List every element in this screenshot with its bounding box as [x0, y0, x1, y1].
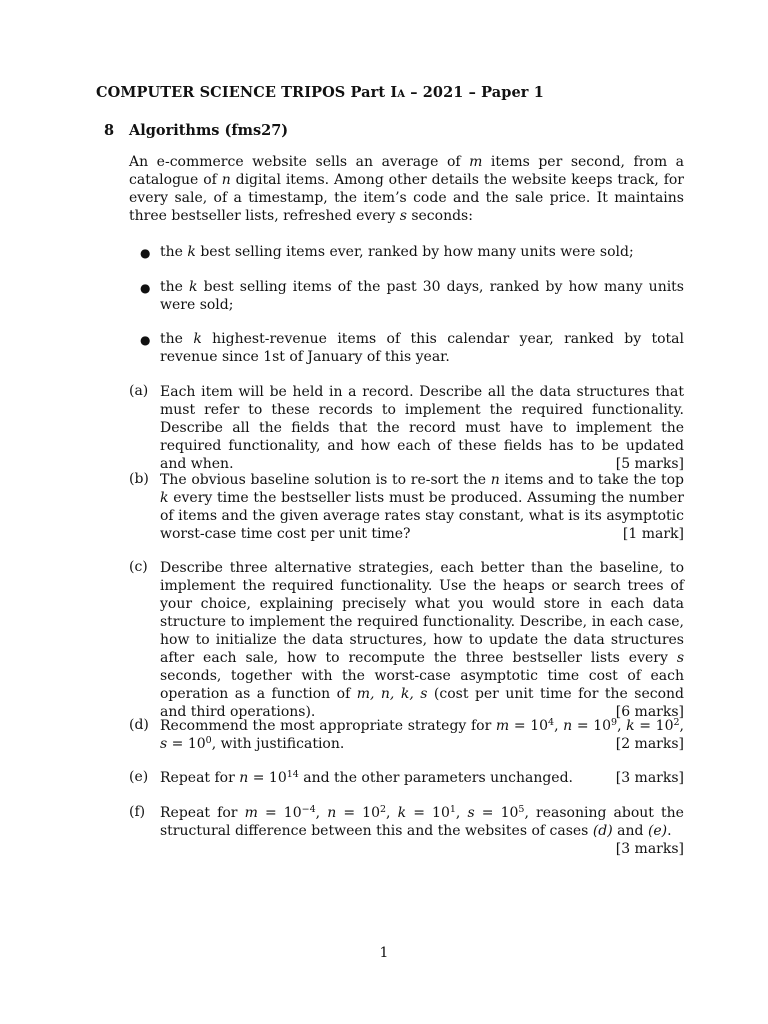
- part-body: Describe three alternative strategies, each better than the baseline, to implement the required functionality. Use the heaps or search trees of your choice, explaining precisely what you would store in each data structure to implement the required functionality. Describe, in each case, how to initialize the data structures, how to update the data structures after each sale, how to recompute the three bestseller lists every: [160, 560, 684, 666]
- part-c: [129, 559, 684, 721]
- marks-label: [3 marks]: [615, 841, 684, 857]
- part-body: , reasoning about the structural difference between this and the websites of cases: [160, 805, 684, 839]
- list-item: [129, 278, 684, 314]
- header-year-paper: – 2021 – Paper 1: [405, 84, 544, 101]
- part-body: Repeat for: [160, 770, 240, 786]
- part-body: Repeat for: [160, 805, 245, 821]
- math-expr: = 10: [248, 770, 287, 786]
- math-var: n: [239, 770, 249, 786]
- part-body: and: [612, 823, 648, 839]
- math-var: s: [676, 650, 684, 666]
- marks-label: [5 marks]: [615, 456, 684, 472]
- bullet-text: the: [160, 331, 194, 347]
- math-var: m: [495, 718, 510, 734]
- math-expr: = 10: [406, 805, 450, 821]
- bullet-text: the: [160, 279, 190, 295]
- intro-text: An e-commerce website sells an average of: [129, 154, 470, 170]
- math-var: k: [187, 244, 196, 260]
- marks-label: [1 mark]: [622, 526, 684, 542]
- part-label: (c): [129, 559, 148, 575]
- part-text: Recommend the most appropriate strategy for $m = 10^4$, $n = 10^9$, $k = 10^2$, $s = 10^0$, with justification. [2 marks]: [160, 717, 684, 752]
- math-var: k: [397, 805, 407, 821]
- part-b: [129, 471, 684, 543]
- bullet-text: the: [160, 244, 188, 260]
- part-label: (a): [129, 383, 149, 399]
- math-exponent: 2: [380, 804, 387, 815]
- part-body: and the other parameters unchanged.: [298, 770, 573, 786]
- part-body: items and to take the top: [499, 472, 684, 488]
- math-expr: = 10: [572, 718, 612, 734]
- part-body: The obvious baseline solution is to re-sort the: [160, 472, 491, 488]
- math-exponent: 1: [449, 804, 456, 815]
- part-body: Each item will be held in a record. Describe all the data structures that must refer to these records to implement the required functionality. Describe all the fields that the record must have to implement the required functionality, and how each of these fields has to be updated and when.: [160, 384, 684, 472]
- math-var: n: [490, 472, 500, 488]
- math-expr: = 10: [474, 805, 519, 821]
- math-var: n: [563, 718, 573, 734]
- header-title: COMPUTER SCIENCE TRIPOS Part: [96, 84, 391, 101]
- marks-label: [2 marks]: [615, 736, 684, 752]
- math-var: m, n, k, s: [356, 686, 428, 702]
- math-expr: = 10: [167, 736, 206, 752]
- marks-label: [6 marks]: [615, 704, 684, 720]
- math-var: k: [193, 331, 202, 347]
- part-f: [129, 804, 684, 858]
- intro-text: seconds:: [406, 208, 473, 224]
- part-body: (cost per unit time for the second and third operations).: [160, 686, 684, 720]
- case-reference: (d): [592, 823, 613, 839]
- math-var: k: [626, 718, 635, 734]
- bestseller-list: [129, 243, 684, 366]
- math-exponent: 2: [673, 717, 680, 728]
- intro-text: digital items. Among other details the website keeps track, for every sale, of a timestamp, the item’s code and the sale price. It maintains three bestseller lists, refreshed every: [129, 172, 684, 224]
- part-e: [129, 769, 684, 787]
- list-item: [129, 330, 684, 366]
- math-var: s: [467, 805, 475, 821]
- part-label: (d): [129, 717, 149, 733]
- math-expr: = 10: [336, 805, 380, 821]
- paper-header: [96, 84, 544, 101]
- part-text: [160, 383, 684, 473]
- bullet-icon: ●: [140, 281, 151, 295]
- math-expr: = 10: [634, 718, 674, 734]
- part-text: Repeat for $m = 10^{-4}$, $n = 10^2$, $k = 10^1$, $s = 10^5$, reasoning about the structural difference between this and the websites of cases (d) and (e). [3 marks]: [160, 804, 684, 857]
- question-intro: [129, 153, 684, 225]
- part-body: every time the bestseller lists must be produced. Assuming the number of items and the given average rates stay constant, what is its asymptotic worst-case time cost per unit time?: [160, 490, 684, 542]
- question-heading: [104, 122, 288, 139]
- math-exponent: 4: [548, 717, 555, 728]
- marks-label: [3 marks]: [615, 770, 684, 786]
- bullet-icon: ●: [140, 246, 151, 260]
- part-text: [160, 559, 684, 721]
- part-body: .: [667, 823, 672, 839]
- math-var: n: [327, 805, 337, 821]
- math-var: m: [244, 805, 258, 821]
- bullet-text: best selling items ever, ranked by how many units were sold;: [195, 244, 634, 260]
- math-exponent: −4: [301, 804, 316, 815]
- intro-text: items per second, from a catalogue of: [129, 154, 684, 188]
- math-var: k: [160, 490, 169, 506]
- part-text: [160, 769, 684, 787]
- math-var: m: [469, 154, 483, 170]
- header-part: Ia: [390, 84, 406, 101]
- math-expr: = 10: [257, 805, 302, 821]
- question-title: Algorithms (fms27): [129, 122, 289, 139]
- part-body: , with justification.: [211, 736, 345, 752]
- page-number: 1: [379, 945, 389, 961]
- part-label: (b): [129, 471, 149, 487]
- math-var: n: [221, 172, 231, 188]
- bullet-text: highest-revenue items of this calendar year, ranked by total revenue since 1st of January of this year.: [160, 331, 684, 365]
- part-body: seconds, together with the worst-case asymptotic time cost of each operation as a function of: [160, 668, 684, 702]
- part-label: (e): [129, 769, 149, 785]
- math-exponent: 9: [611, 717, 618, 728]
- math-exponent: 5: [518, 804, 525, 815]
- math-exponent: 14: [286, 769, 299, 780]
- case-reference: (e): [647, 823, 668, 839]
- math-exponent: 0: [205, 735, 212, 746]
- part-d: [129, 717, 684, 753]
- math-var: k: [189, 279, 198, 295]
- math-expr: = 10: [509, 718, 549, 734]
- part-text: [160, 471, 684, 543]
- part-label: (f): [129, 804, 146, 820]
- bullet-text: best selling items of the past 30 days, ranked by how many units were sold;: [160, 279, 684, 313]
- math-var: s: [399, 208, 407, 224]
- part-a: [129, 383, 684, 473]
- list-item: [129, 243, 684, 261]
- math-var: s: [160, 736, 168, 752]
- question-number: 8: [104, 122, 115, 139]
- bullet-icon: ●: [140, 333, 151, 347]
- part-body: Recommend the most appropriate strategy for: [160, 718, 496, 734]
